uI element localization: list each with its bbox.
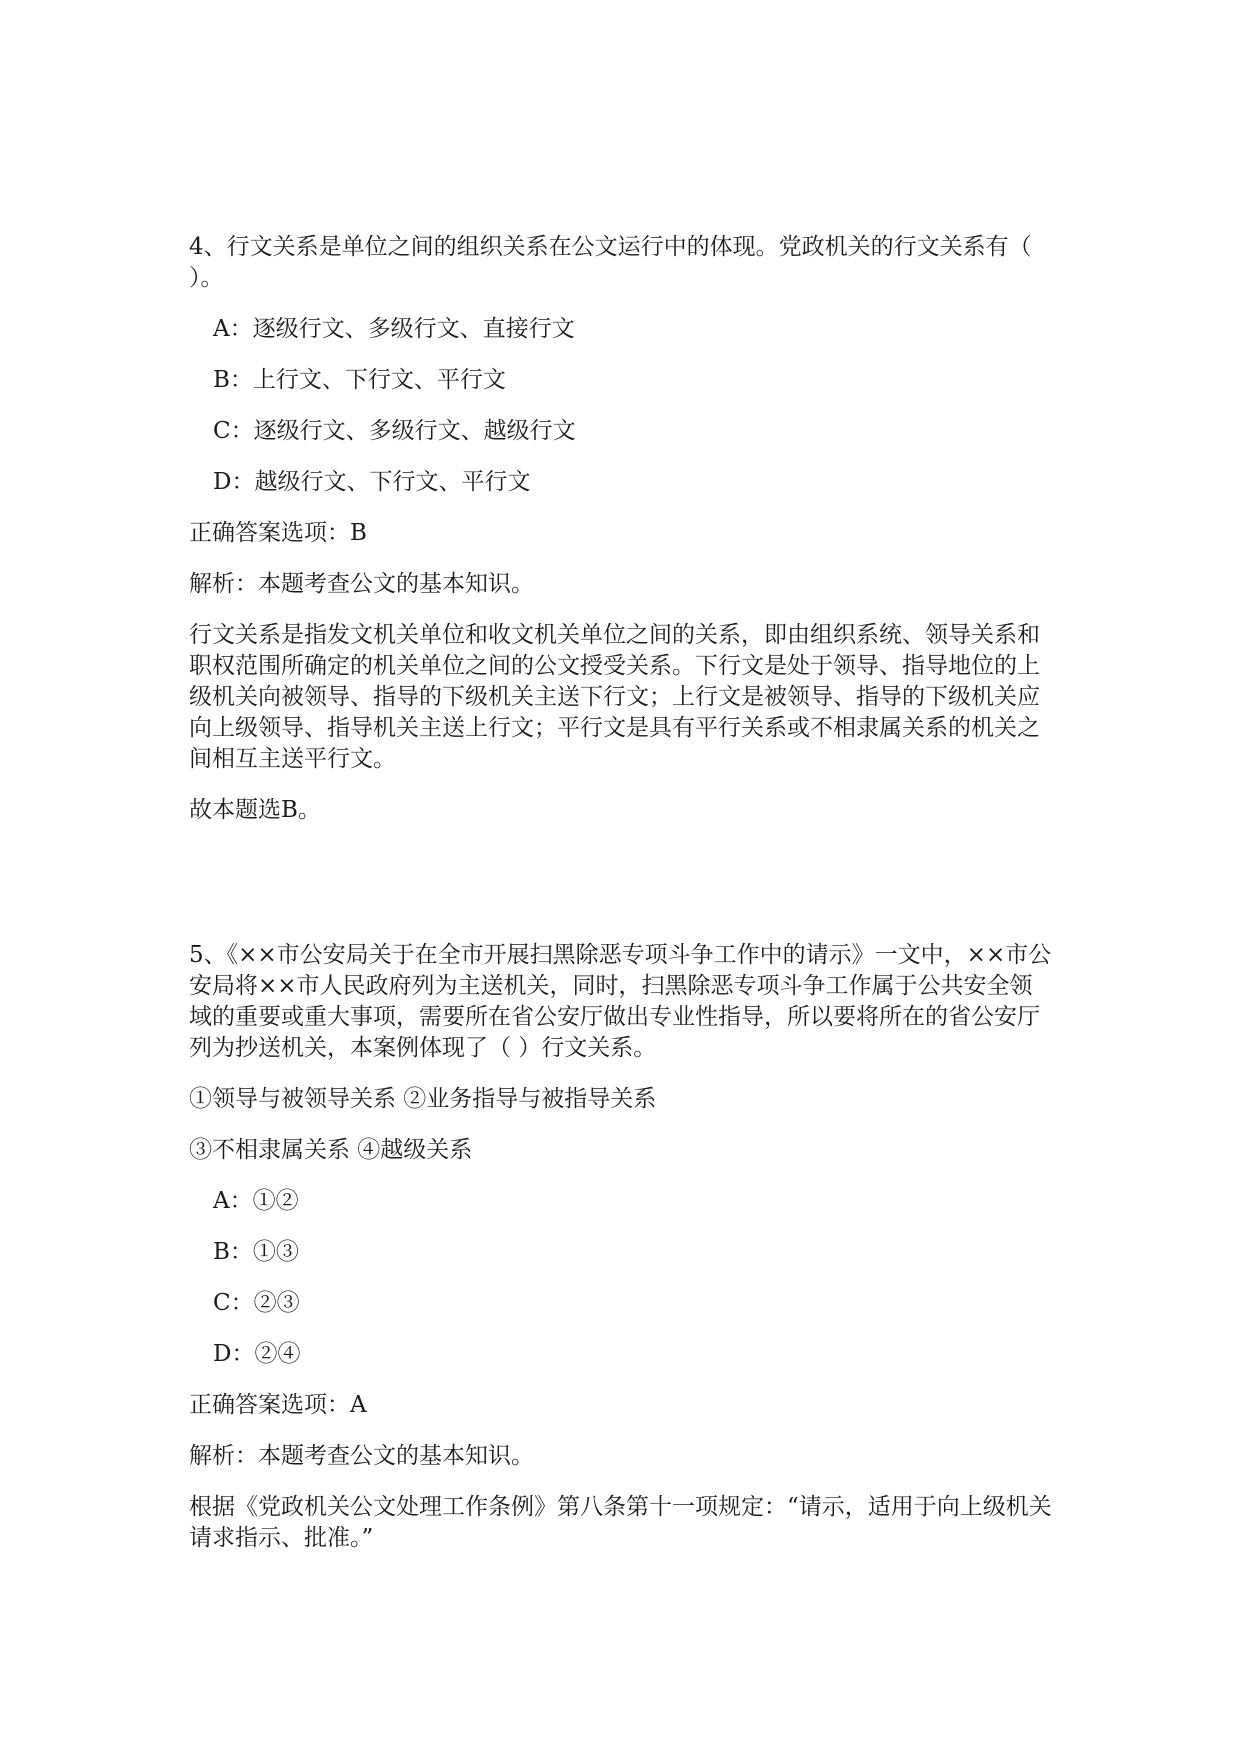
option-a: A：逐级行文、多级行文、直接行文 xyxy=(213,316,575,342)
explanation: 行文关系是指发文机关单位和收文机关单位之间的关系，即由组织系统、领导关系和职权范围所确定的机关单位之间的公文授受关系。下行文是处于领导、指导地位的上级机关向被领导、指导的下级机关主送下行文；上行文是被领导、指导的下级机关应向上级领导、指导机关主送上行文；平行文是具有平行关系或不相隶属关系的机关之间相互主送平行文。 xyxy=(189,622,1040,772)
option-c: C：逐级行文、多级行文、越级行文 xyxy=(213,418,576,444)
document-body xyxy=(189,232,1054,1554)
explanation: 根据《党政机关公文处理工作条例》第八条第十一项规定：“请示，适用于向上级机关请求指示、批准。” xyxy=(189,1494,1052,1551)
question-stem: 5、《××市公安局关于在全市开展扫黑除恶专项斗争工作中的请示》一文中，××市公安局将××市人民政府列为主送机关，同时，扫黑除恶专项斗争工作属于公共安全领域的重要或重大事项，需要所在省公安厅做出专业性指导，所以要将所在的省公安厅列为抄送机关，本案例体现了（ ）行文关系。 xyxy=(189,942,1052,1061)
statement-line: ③不相隶属关系 ④越级关系 xyxy=(189,1137,473,1163)
option-d: D：②④ xyxy=(213,1341,301,1367)
option-b: B：①③ xyxy=(213,1239,299,1265)
statement-line: ①领导与被领导关系 ②业务指导与被指导关系 xyxy=(189,1086,657,1112)
option-b: B：上行文、下行文、平行文 xyxy=(213,367,506,393)
question-5 xyxy=(189,940,1054,1554)
option-c: C：②③ xyxy=(213,1290,300,1316)
correct-answer: 正确答案选项：B xyxy=(189,520,367,546)
conclusion: 故本题选B。 xyxy=(189,797,321,823)
analysis-label: 解析：本题考查公文的基本知识。 xyxy=(189,571,534,597)
analysis-label: 解析：本题考查公文的基本知识。 xyxy=(189,1443,534,1469)
option-d: D：越级行文、下行文、平行文 xyxy=(213,469,531,495)
correct-answer: 正确答案选项：A xyxy=(189,1392,367,1418)
option-a: A：①② xyxy=(213,1188,299,1214)
question-4 xyxy=(189,232,1054,826)
question-stem: 4、行文关系是单位之间的组织关系在公文运行中的体现。党政机关的行文关系有（ ）。 xyxy=(189,234,1032,291)
